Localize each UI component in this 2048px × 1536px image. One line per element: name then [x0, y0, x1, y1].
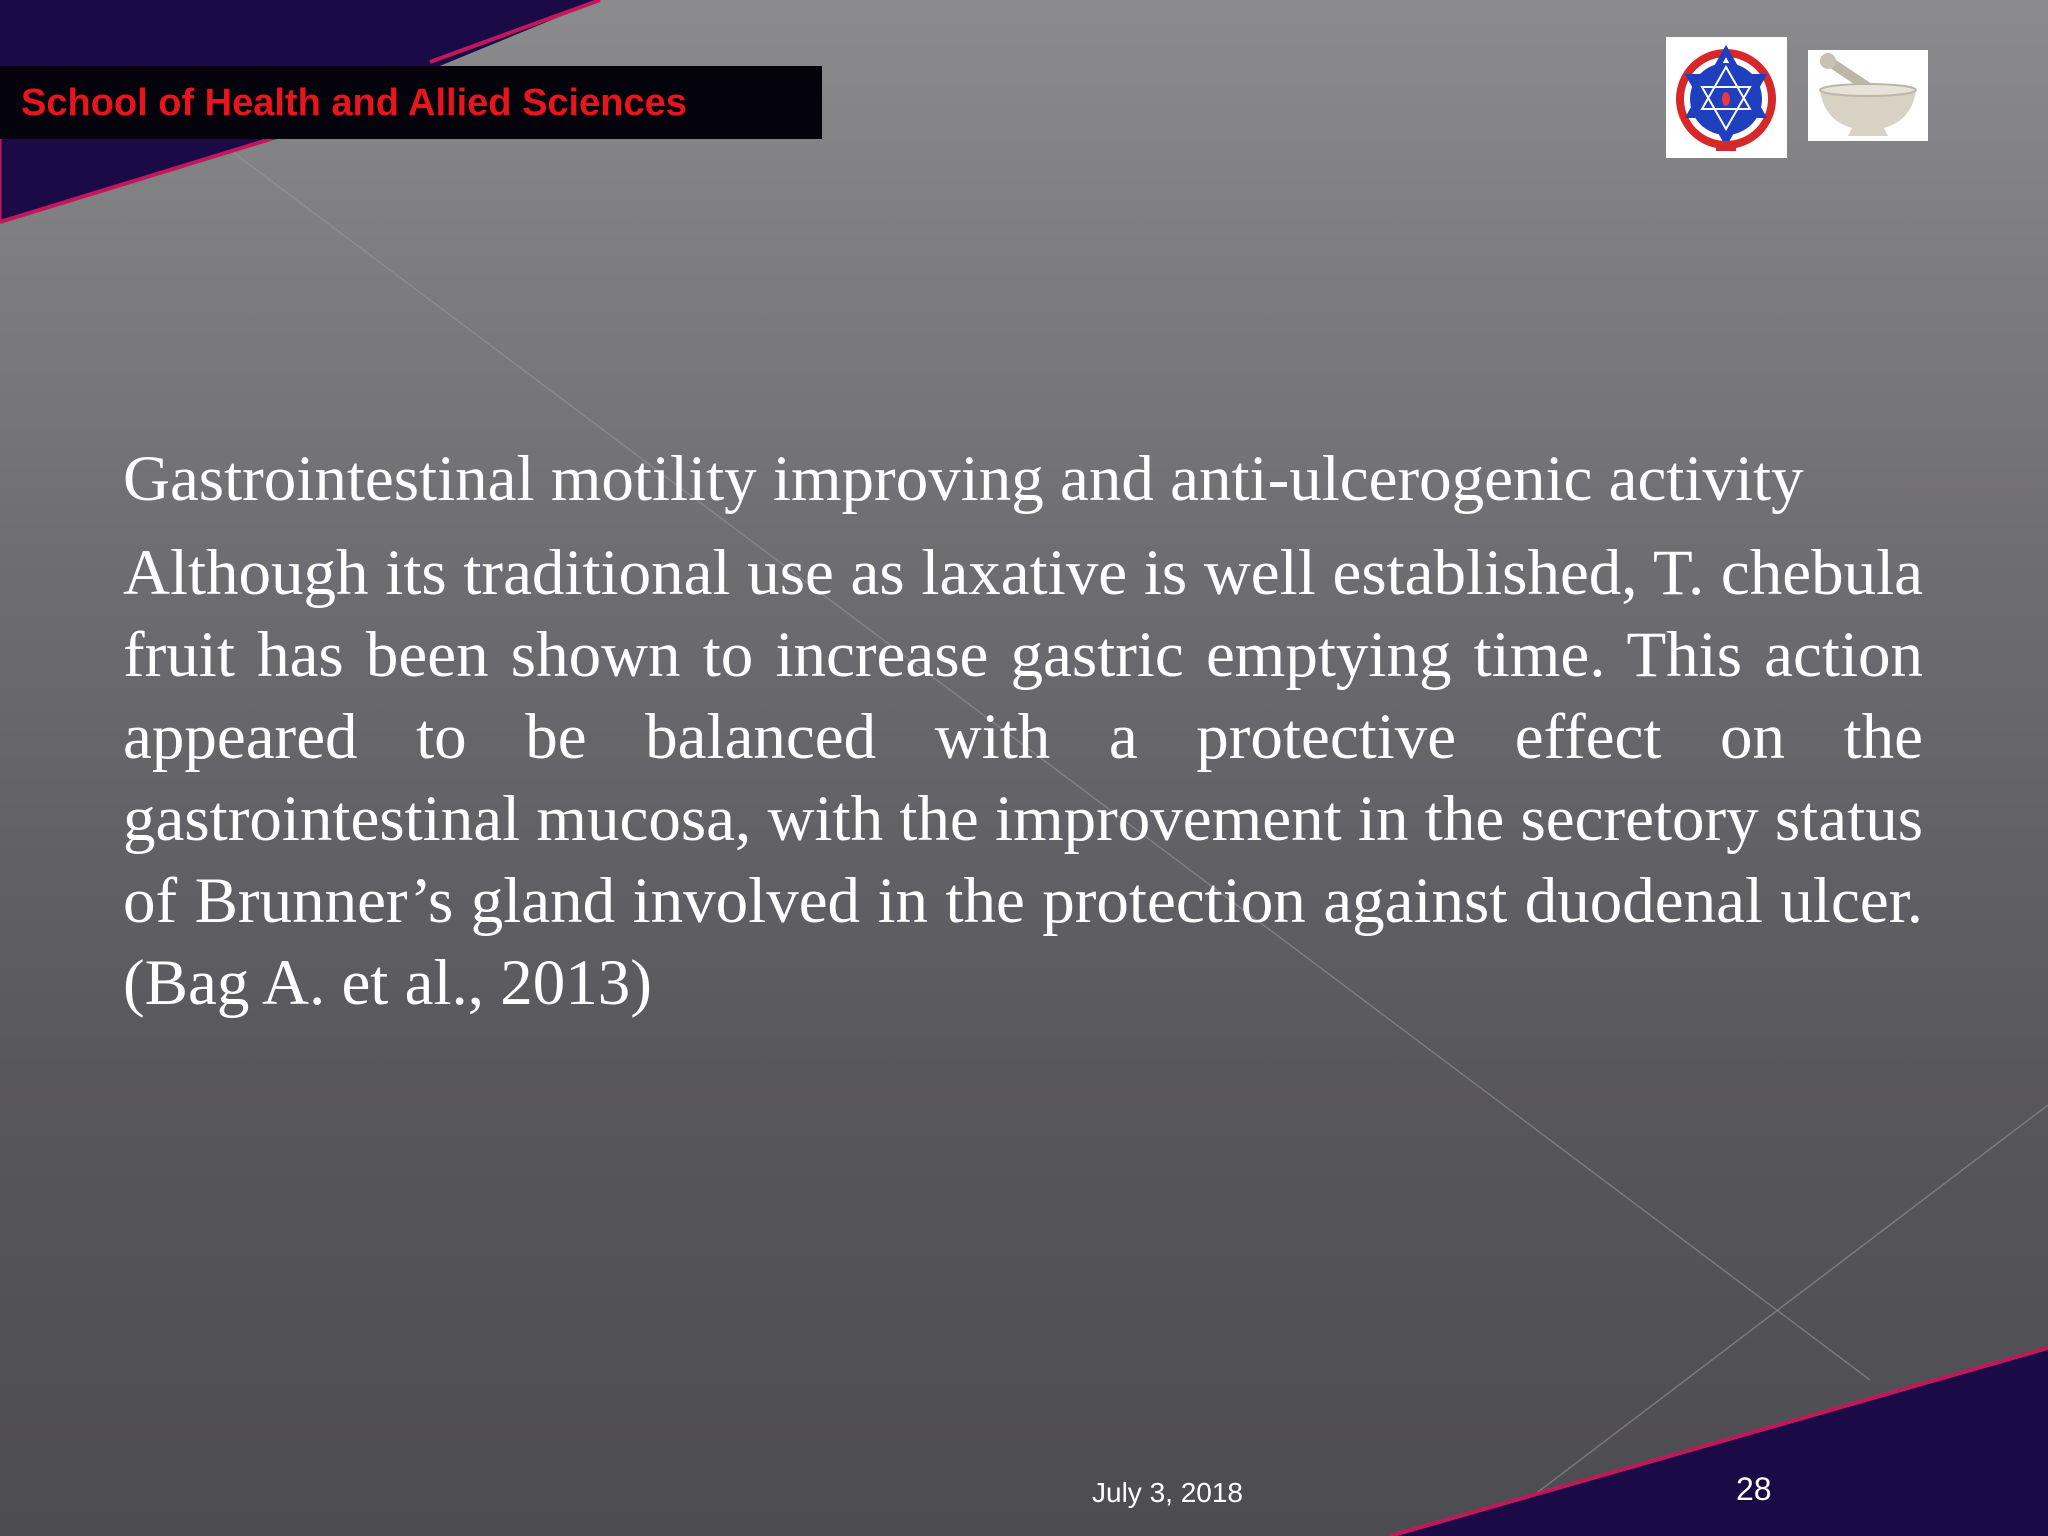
page-number: 28	[1736, 1471, 1772, 1507]
mortar-and-pestle-icon	[1808, 50, 1928, 141]
footer-date: July 3, 2018	[1092, 1477, 1243, 1508]
school-name: School of Health and Allied Sciences	[21, 82, 687, 124]
slide-body-text: Although its traditional use as laxative is well established, T. chebula fruit has been shown to increase gastric emptying time. This action appeared to be balanced with a protective effect on the gastrointestinal mucosa, with the improvement in the secretory status of Brunner’s gland involved in the protection against duodenal ulcer. (Bag A. et al., 2013)	[123, 537, 1923, 1019]
slide-content	[123, 440, 1923, 1024]
school-name-bar	[0, 66, 822, 139]
slide-heading: Gastrointestinal motility improving and anti-ulcerogenic activity	[123, 443, 1804, 515]
university-name: Pokhara University	[22, 14, 367, 56]
pokhara-university-emblem-icon	[1666, 37, 1787, 158]
